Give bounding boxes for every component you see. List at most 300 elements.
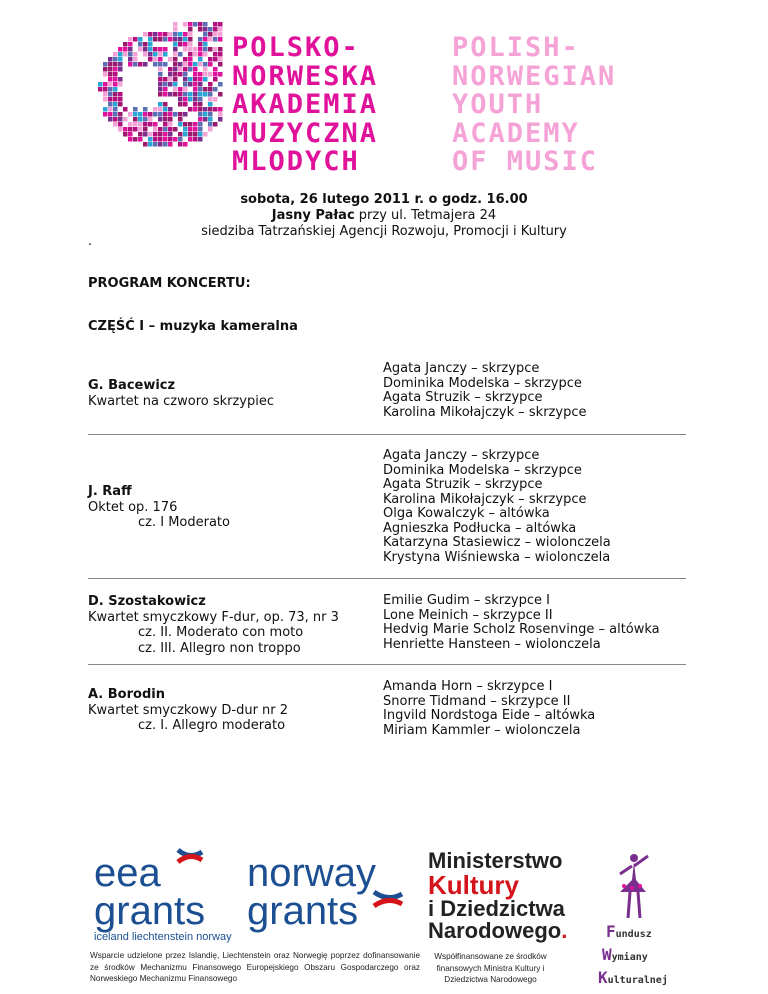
mosaic-tile: [113, 97, 118, 102]
movement: cz. III. Allegro non troppo: [138, 640, 301, 656]
mosaic-tile: [193, 47, 198, 52]
mosaic-tile: [103, 67, 108, 72]
mosaic-tile: [178, 72, 183, 77]
mosaic-tile: [173, 82, 178, 87]
mosaic-tile: [143, 62, 148, 67]
mosaic-tile: [173, 77, 178, 82]
mosaic-tile: [148, 72, 153, 77]
mosaic-tile: [198, 27, 203, 32]
performers-borodin: [383, 680, 703, 738]
mosaic-tile: [198, 72, 203, 77]
mosaic-tile: [178, 137, 183, 142]
mosaic-tile: [128, 72, 133, 77]
mosaic-tile: [183, 92, 188, 97]
mosaic-tile: [158, 92, 163, 97]
mosaic-tile: [103, 72, 108, 77]
mosaic-tile: [138, 97, 143, 102]
program-heading: PROGRAM KONCERTU:: [88, 276, 251, 291]
mosaic-tile: [173, 52, 178, 57]
mosaic-tile: [153, 47, 158, 52]
mosaic-tile: [123, 77, 128, 82]
mosaic-tile: [143, 97, 148, 102]
mosaic-tile: [193, 87, 198, 92]
mosaic-tile: [198, 92, 203, 97]
mosaic-tile: [113, 67, 118, 72]
title-pl-line: POLSKO-: [232, 32, 360, 63]
mosaic-tile: [153, 62, 158, 67]
mosaic-tile: [118, 77, 123, 82]
mosaic-tile: [118, 47, 123, 52]
mosaic-tile: [128, 92, 133, 97]
academy-logo-mosaic: [88, 22, 223, 147]
mosaic-tile: [213, 27, 218, 32]
performer: Olga Kowalczyk – altówka: [383, 506, 550, 521]
mosaic-tile: [188, 37, 193, 42]
mosaic-tile: [133, 72, 138, 77]
mosaic-tile: [178, 142, 183, 147]
mosaic-tile: [143, 52, 148, 57]
mosaic-tile: [218, 72, 223, 77]
mosaic-tile: [143, 77, 148, 82]
mosaic-tile: [188, 132, 193, 137]
performer: Snorre Tidmand – skrzypce II: [383, 693, 571, 709]
mosaic-tile: [193, 132, 198, 137]
dancer-figure-icon: [612, 852, 652, 922]
ministry-line: Kultury: [428, 870, 519, 900]
eea-subline: iceland liechtenstein norway: [94, 931, 232, 943]
mosaic-tile: [128, 37, 133, 42]
mosaic-tile: [148, 102, 153, 107]
mosaic-tile: [108, 57, 113, 62]
mosaic-tile: [193, 137, 198, 142]
mosaic-tile: [158, 132, 163, 137]
mosaic-tile: [143, 32, 148, 37]
mosaic-tile: [173, 27, 178, 32]
mosaic-tile: [203, 27, 208, 32]
mosaic-tile: [143, 87, 148, 92]
ministry-line: Ministerstwo: [428, 848, 563, 873]
mosaic-tile: [118, 127, 123, 132]
mosaic-tile: [123, 117, 128, 122]
mosaic-tile: [163, 62, 168, 67]
mosaic-tile: [213, 122, 218, 127]
mosaic-tile: [138, 122, 143, 127]
mosaic-tile: [163, 47, 168, 52]
mosaic-tile: [148, 117, 153, 122]
composer: A. Borodin: [88, 687, 165, 702]
mosaic-tile: [193, 102, 198, 107]
mosaic-tile: [183, 67, 188, 72]
mosaic-tile: [203, 112, 208, 117]
mosaic-tile: [143, 117, 148, 122]
performer: Emilie Gudim – skrzypce I: [383, 593, 550, 608]
performer: Karolina Mikołajczyk – skrzypce: [383, 404, 587, 420]
mosaic-tile: [193, 97, 198, 102]
mosaic-tile: [123, 72, 128, 77]
title-en-line: YOUTH: [452, 89, 544, 120]
mosaic-tile: [213, 77, 218, 82]
mosaic-tile: [148, 112, 153, 117]
mosaic-tile: [103, 107, 108, 112]
mosaic-tile: [208, 102, 213, 107]
mosaic-tile: [123, 52, 128, 57]
mosaic-tile: [218, 27, 223, 32]
mosaic-tile: [158, 62, 163, 67]
mosaic-tile: [188, 82, 193, 87]
mosaic-tile: [168, 72, 173, 77]
title-pl-line: AKADEMIA: [232, 89, 379, 120]
mosaic-tile: [163, 112, 168, 117]
mosaic-tile: [113, 87, 118, 92]
mosaic-tile: [108, 102, 113, 107]
mosaic-tile: [188, 127, 193, 132]
mosaic-tile: [103, 97, 108, 102]
stray-dot: .: [88, 234, 93, 249]
mosaic-tile: [183, 82, 188, 87]
work-title: Kwartet smyczkowy F-dur, op. 73, nr 3: [88, 609, 339, 625]
mosaic-tile: [148, 132, 153, 137]
mosaic-tile: [153, 137, 158, 142]
mosaic-tile: [208, 62, 213, 67]
mosaic-tile: [203, 92, 208, 97]
mosaic-tile: [148, 92, 153, 97]
mosaic-tile: [193, 72, 198, 77]
mosaic-tile: [188, 107, 193, 112]
academy-title-polish: [232, 34, 378, 177]
work-title: Oktet op. 176: [88, 499, 178, 515]
mosaic-tile: [103, 112, 108, 117]
mosaic-tile: [168, 82, 173, 87]
mosaic-tile: [168, 77, 173, 82]
mosaic-tile: [113, 107, 118, 112]
mosaic-tile: [113, 122, 118, 127]
mosaic-tile: [158, 137, 163, 142]
mosaic-tile: [148, 142, 153, 147]
mosaic-tile: [198, 117, 203, 122]
mosaic-tile: [128, 77, 133, 82]
mosaic-tile: [128, 42, 133, 47]
mosaic-tile: [118, 82, 123, 87]
mosaic-tile: [213, 97, 218, 102]
mosaic-tile: [143, 122, 148, 127]
mosaic-tile: [188, 137, 193, 142]
mosaic-tile: [153, 52, 158, 57]
mosaic-tile: [163, 122, 168, 127]
mosaic-tile: [178, 122, 183, 127]
mosaic-tile: [183, 32, 188, 37]
mosaic-tile: [133, 52, 138, 57]
mosaic-tile: [98, 87, 103, 92]
mosaic-tile: [143, 72, 148, 77]
mosaic-tile: [128, 47, 133, 52]
mosaic-tile: [178, 132, 183, 137]
mosaic-tile: [148, 32, 153, 37]
mosaic-tile: [118, 122, 123, 127]
mosaic-tile: [128, 62, 133, 67]
mosaic-tile: [178, 62, 183, 67]
mosaic-tile: [168, 127, 173, 132]
mosaic-tile: [178, 97, 183, 102]
performer: Henriette Hansteen – wiolonczela: [383, 636, 601, 652]
mosaic-tile: [113, 102, 118, 107]
mosaic-tile: [138, 112, 143, 117]
mosaic-tile: [118, 52, 123, 57]
mosaic-tile: [173, 32, 178, 37]
mosaic-tile: [203, 22, 208, 27]
fwk-word: undusz: [615, 929, 652, 940]
fwk-logo: [598, 922, 668, 991]
mosaic-tile: [158, 102, 163, 107]
mosaic-tile: [188, 52, 193, 57]
mosaic-tile: [183, 22, 188, 27]
mosaic-tile: [138, 137, 143, 142]
mosaic-tile: [123, 107, 128, 112]
mosaic-tile: [213, 57, 218, 62]
event-date: sobota, 26 lutego 2011 r. o godz. 16.00: [240, 192, 528, 207]
mosaic-tile: [158, 142, 163, 147]
title-en-line: POLISH-: [452, 32, 580, 63]
performer: Katarzyna Stasiewicz – wiolonczela: [383, 535, 611, 550]
mosaic-tile: [168, 117, 173, 122]
mosaic-tile: [128, 82, 133, 87]
mosaic-tile: [198, 127, 203, 132]
mosaic-tile: [113, 52, 118, 57]
norway-word: norway: [247, 851, 376, 895]
mosaic-tile: [198, 52, 203, 57]
mosaic-tile: [213, 107, 218, 112]
mosaic-tile: [183, 72, 188, 77]
mosaic-tile: [178, 67, 183, 72]
work-title: Kwartet smyczkowy D-dur nr 2: [88, 702, 289, 718]
mosaic-tile: [113, 112, 118, 117]
mosaic-tile: [148, 77, 153, 82]
mosaic-tile: [188, 57, 193, 62]
mosaic-tile: [193, 92, 198, 97]
mosaic-tile: [208, 97, 213, 102]
title-pl-line: NORWESKA: [232, 60, 379, 92]
performer: Ingvild Nordstoga Eide – altówka: [383, 708, 596, 723]
mosaic-tile: [103, 92, 108, 97]
mosaic-tile: [148, 122, 153, 127]
mosaic-tile: [128, 52, 133, 57]
mosaic-tile: [168, 122, 173, 127]
mosaic-tile: [188, 27, 193, 32]
divider: [88, 434, 686, 435]
mosaic-tile: [138, 67, 143, 72]
mosaic-tile: [218, 82, 223, 87]
mosaic-tile: [213, 72, 218, 77]
mosaic-tile: [118, 67, 123, 72]
mosaic-tile: [178, 117, 183, 122]
mosaic-tile: [218, 92, 223, 97]
mosaic-tile: [173, 112, 178, 117]
mosaic-tile: [198, 112, 203, 117]
mosaic-tile: [183, 77, 188, 82]
event-venue: [0, 208, 768, 224]
norway-grants-word: grants: [247, 889, 359, 933]
mosaic-tile: [113, 57, 118, 62]
mosaic-tile: [218, 117, 223, 122]
mosaic-tile: [128, 57, 133, 62]
mosaic-tile: [173, 127, 178, 132]
work-title: Kwartet na czworo skrzypiec: [88, 393, 275, 409]
mosaic-tile: [168, 92, 173, 97]
mosaic-tile: [208, 92, 213, 97]
norway-swoosh-icon: [374, 892, 402, 906]
mosaic-tile: [198, 137, 203, 142]
mosaic-tile: [138, 102, 143, 107]
performers-raff: [383, 449, 703, 565]
mosaic-tile: [153, 122, 158, 127]
mosaic-tile: [213, 37, 218, 42]
mosaic-tile: [203, 87, 208, 92]
mosaic-tile: [173, 87, 178, 92]
mosaic-tile: [133, 97, 138, 102]
mosaic-tile: [193, 127, 198, 132]
mosaic-tile: [133, 117, 138, 122]
mosaic-tile: [153, 82, 158, 87]
mosaic-tile: [173, 67, 178, 72]
mosaic-tile: [188, 77, 193, 82]
mosaic-tile: [128, 127, 133, 132]
mosaic-tile: [143, 102, 148, 107]
mosaic-tile: [208, 82, 213, 87]
mosaic-tile: [138, 92, 143, 97]
eea-norway-grants-logo: [92, 844, 422, 944]
mosaic-tile: [133, 92, 138, 97]
mosaic-tile: [168, 67, 173, 72]
performer: Agata Janczy – skrzypce: [383, 448, 540, 463]
mosaic-tile: [138, 82, 143, 87]
performer: Dominika Modelska – skrzypce: [383, 462, 582, 478]
mosaic-tile: [128, 122, 133, 127]
mosaic-tile: [198, 77, 203, 82]
mosaic-tile: [113, 82, 118, 87]
mosaic-tile: [108, 112, 113, 117]
mosaic-tile: [148, 67, 153, 72]
eea-word: eea: [94, 851, 161, 895]
mosaic-tile: [158, 67, 163, 72]
mosaic-tile: [188, 32, 193, 37]
mosaic-tile: [128, 132, 133, 137]
mosaic-tile: [138, 47, 143, 52]
mosaic-tile: [163, 77, 168, 82]
mosaic-tile: [178, 87, 183, 92]
performer: Amanda Horn – skrzypce I: [383, 679, 553, 694]
mosaic-tile: [213, 67, 218, 72]
mosaic-tile: [158, 47, 163, 52]
performer: Hedvig Marie Scholz Rosenvinge – altówka: [383, 622, 660, 637]
mosaic-tile: [183, 62, 188, 67]
venue-name: Jasny Pałac: [271, 208, 355, 223]
mosaic-tile: [133, 122, 138, 127]
mosaic-tile: [208, 117, 213, 122]
mosaic-tile: [163, 127, 168, 132]
mosaic-tile: [153, 102, 158, 107]
mosaic-tile: [148, 52, 153, 57]
mosaic-tile: [198, 87, 203, 92]
mosaic-tile: [133, 112, 138, 117]
mosaic-tile: [158, 107, 163, 112]
mosaic-tile: [118, 112, 123, 117]
mosaic-tile: [218, 112, 223, 117]
mosaic-tile: [168, 57, 173, 62]
mosaic-tile: [163, 82, 168, 87]
mosaic-tile: [133, 127, 138, 132]
performer: Agnieszka Podłucka – altówka: [383, 520, 577, 536]
mosaic-tile: [203, 117, 208, 122]
mosaic-tile: [168, 37, 173, 42]
fwk-word: ymiany: [611, 952, 648, 963]
mosaic-tile: [138, 62, 143, 67]
mosaic-tile: [198, 62, 203, 67]
mosaic-tile: [158, 127, 163, 132]
title-en-line: OF MUSIC: [452, 146, 599, 177]
mosaic-tile: [163, 102, 168, 107]
mosaic-tile: [108, 82, 113, 87]
mosaic-tile: [158, 117, 163, 122]
mosaic-tile: [193, 67, 198, 72]
mosaic-tile: [183, 37, 188, 42]
mosaic-tile: [118, 97, 123, 102]
mosaic-tile: [148, 82, 153, 87]
mosaic-tile: [213, 22, 218, 27]
mosaic-tile: [138, 72, 143, 77]
mosaic-tile: [143, 92, 148, 97]
mosaic-tile: [193, 77, 198, 82]
mosaic-tile: [123, 132, 128, 137]
mosaic-tile: [198, 132, 203, 137]
mosaic-tile: [188, 92, 193, 97]
mosaic-tile: [218, 107, 223, 112]
mosaic-tile: [118, 92, 123, 97]
mosaic-tile: [103, 82, 108, 87]
mosaic-tile: [183, 132, 188, 137]
mosaic-tile: [108, 87, 113, 92]
mosaic-tile: [118, 117, 123, 122]
mosaic-tile: [113, 117, 118, 122]
mosaic-tile: [108, 92, 113, 97]
ministry-logo: [428, 850, 567, 942]
performer: Dominika Modelska – skrzypce: [383, 375, 582, 391]
mosaic-tile: [103, 87, 108, 92]
mosaic-tile: [183, 112, 188, 117]
mosaic-tile: [208, 107, 213, 112]
academy-title-english: [452, 34, 616, 177]
mosaic-tile: [123, 102, 128, 107]
mosaic-tile: [133, 37, 138, 42]
mosaic-tile: [188, 47, 193, 52]
mosaic-tile: [183, 102, 188, 107]
mosaic-tile: [153, 132, 158, 137]
mosaic-tile: [193, 52, 198, 57]
mosaic-tile: [153, 37, 158, 42]
mosaic-tile: [143, 82, 148, 87]
mosaic-tile: [103, 62, 108, 67]
mosaic-tile: [208, 87, 213, 92]
mosaic-tile: [153, 97, 158, 102]
movement: cz. II. Moderato con moto: [138, 625, 304, 640]
mosaic-tile: [203, 72, 208, 77]
venue-address: przy ul. Tetmajera 24: [354, 208, 497, 223]
mosaic-tile: [143, 47, 148, 52]
mosaic-tile: [198, 57, 203, 62]
mosaic-tile: [133, 87, 138, 92]
mosaic-tile: [208, 47, 213, 52]
mosaic-tile: [183, 57, 188, 62]
mosaic-tile: [203, 42, 208, 47]
mosaic-tile: [188, 42, 193, 47]
